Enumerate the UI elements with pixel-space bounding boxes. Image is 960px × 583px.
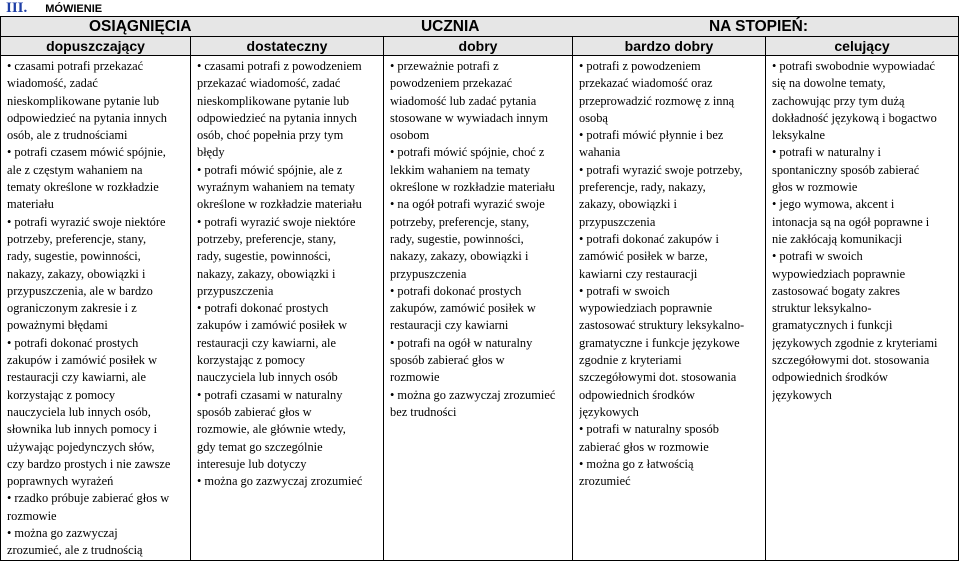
criteria-line: językowych	[772, 387, 832, 402]
requirements-table	[0, 16, 959, 561]
criteria-line: wyraźnym wahaniem na tematy	[197, 180, 355, 195]
criteria-line: odpowiednich środków	[579, 387, 695, 402]
criteria-line: ograniczonym zakresie i z	[7, 301, 137, 316]
criteria-line: bez trudności	[390, 404, 457, 419]
criteria-line: wiadomość, zadać	[7, 76, 98, 91]
criteria-line: zachowując przy tym dużą	[772, 93, 905, 108]
criteria-line: osobom	[390, 128, 430, 143]
criteria-line: odpowiedzieć na pytania innych	[197, 110, 357, 125]
criteria-line: rozmowie	[7, 508, 57, 523]
criteria-line: gramatyczne i funkcje językowe	[579, 335, 740, 350]
criteria-line: szczegółowymi dot. stosowania	[579, 370, 737, 385]
criteria-line: błędy	[197, 145, 225, 160]
criteria-line: • można go zazwyczaj zrozumieć	[197, 474, 363, 489]
criteria-line: restauracji czy kawiarni, ale	[197, 335, 336, 350]
criteria-line: • potrafi dokonać prostych	[197, 301, 329, 316]
criteria-line: • potrafi z powodzeniem	[579, 59, 701, 73]
criteria-line: rozmowie	[390, 370, 440, 385]
criteria-line: • potrafi dokonać prostych	[390, 283, 522, 298]
criteria-line: zamówić posiłek w barze,	[579, 249, 708, 264]
criteria-line: restauracji czy kawiarni	[390, 318, 509, 333]
criteria-line: • potrafi dokonać zakupów i	[579, 231, 719, 246]
criteria-line: przypuszczenia	[390, 266, 467, 281]
criteria-line: • potrafi mówić spójnie, ale z	[197, 162, 343, 177]
criteria-line: językowych zgodnie z kryteriami	[772, 335, 938, 350]
criteria-line: wahania	[579, 145, 621, 160]
criteria-line: określone w rozkładzie materiału	[390, 180, 555, 195]
criteria-line: powodzeniem przekazać	[390, 76, 513, 91]
criteria-line: przypuszczenia, ale w bardzo	[7, 283, 153, 298]
criteria-line: przeprowadzić rozmowę z inną	[579, 93, 735, 108]
criteria-line: nakazy, zakazy, obowiązki i	[197, 266, 336, 281]
criteria-line: ale z częstym wahaniem na	[7, 162, 143, 177]
grade-header-dopuszczajacy: dopuszczający	[1, 37, 191, 56]
criteria-line: nauczyciela lub innych osób,	[7, 404, 151, 419]
criteria-line: spontaniczny sposób zabierać	[772, 162, 920, 177]
criteria-line: nauczyciela lub innych osób	[197, 370, 338, 385]
criteria-line: wypowiedziach poprawnie	[772, 266, 906, 281]
criteria-line: zrozumieć, ale z trudnością	[7, 543, 143, 558]
criteria-line: intonacja są na ogół poprawne i	[772, 214, 930, 229]
criteria-line: przypuszczenia	[197, 283, 274, 298]
grade-header-dostateczny: dostateczny	[191, 37, 384, 56]
criteria-line: • potrafi w naturalny i	[772, 145, 881, 160]
criteria-line: wiadomość lub zadać pytania	[390, 93, 537, 108]
criteria-line: zastosować bogaty zakres	[772, 283, 900, 298]
banner-row	[1, 17, 959, 37]
criteria-line: • potrafi mówić spójnie, choć z	[390, 145, 545, 160]
criteria-bardzo-dobry	[573, 56, 766, 561]
criteria-line: • potrafi swobodnie wypowiadać	[772, 59, 935, 73]
criteria-line: • potrafi czasami w naturalny	[197, 387, 343, 402]
criteria-line: • czasami potrafi przekazać	[7, 59, 144, 73]
criteria-line: • można go zazwyczaj zrozumieć	[390, 387, 556, 402]
criteria-line: dokładność językową i bogactwo	[772, 110, 937, 125]
criteria-line: • potrafi wyrazić swoje potrzeby,	[579, 162, 743, 177]
grade-header-row	[1, 37, 959, 56]
criteria-dobry	[384, 56, 573, 561]
criteria-line: językowych	[579, 404, 639, 419]
criteria-line: zakupów i zamówić posiłek w	[7, 353, 158, 368]
criteria-line: • na ogół potrafi wyrazić swoje	[390, 197, 545, 212]
criteria-line: tematy określone w rozkładzie	[7, 180, 159, 195]
criteria-line: zabierać głos w rozmowie	[579, 439, 709, 454]
criteria-line: odpowiednich środków	[772, 370, 888, 385]
criteria-line: kawiarni czy restauracji	[579, 266, 698, 281]
criteria-dopuszczajacy	[1, 56, 191, 561]
criteria-line: • potrafi dokonać prostych	[7, 335, 139, 350]
criteria-line: poważnymi błędami	[7, 318, 108, 333]
table-banner	[1, 17, 959, 37]
section-number: III.	[6, 0, 28, 16]
criteria-line: używając pojedynczych słów,	[7, 439, 155, 454]
criteria-line: • potrafi mówić płynnie i bez	[579, 128, 724, 143]
criteria-line: • rzadko próbuje zabierać głos w	[7, 491, 170, 506]
criteria-line: zrozumieć	[579, 474, 631, 489]
criteria-line: nakazy, zakazy, obowiązki i	[7, 266, 146, 281]
criteria-line: sposób zabierać głos w	[197, 404, 312, 419]
criteria-row	[1, 56, 959, 561]
criteria-line: zgodnie z kryteriami	[579, 353, 682, 368]
criteria-line: lekkim wahaniem na tematy	[390, 162, 531, 177]
criteria-line: nie zakłócają komunikacji	[772, 231, 903, 246]
criteria-line: poprawnych wyrażeń	[7, 474, 114, 489]
criteria-line: szczegółowymi dot. stosowania	[772, 353, 930, 368]
criteria-line: zakazy, obowiązki i	[579, 197, 677, 212]
criteria-line: osobą	[579, 110, 608, 125]
criteria-line: struktur leksykalno-	[772, 301, 872, 316]
criteria-line: przypuszczenia	[579, 214, 656, 229]
criteria-celujacy	[766, 56, 959, 561]
criteria-line: • można go zazwyczaj	[7, 526, 118, 541]
criteria-line: rady, sugestie, powinności,	[197, 249, 331, 264]
criteria-line: zakupów, zamówić posiłek w	[390, 301, 536, 316]
criteria-line: zastosować struktury leksykalno-	[579, 318, 745, 333]
criteria-line: korzystając z pomocy	[197, 353, 306, 368]
criteria-line: określone w rozkładzie materiału	[197, 197, 362, 212]
criteria-line: rady, sugestie, powinności,	[7, 249, 141, 264]
criteria-line: nieskomplikowane pytanie lub	[7, 93, 160, 108]
criteria-line: • potrafi czasem mówić spójnie,	[7, 145, 166, 160]
grade-header-celujacy: celujący	[766, 37, 959, 56]
criteria-line: słownika lub innych pomocy i	[7, 422, 158, 437]
section-heading	[6, 0, 102, 16]
criteria-line: potrzeby, preferencje, stany,	[197, 231, 337, 246]
criteria-line: preferencje, rady, nakazy,	[579, 180, 706, 195]
banner-achievements: OSIĄGNIĘCIA	[89, 18, 192, 35]
criteria-line: • potrafi wyrazić swoje niektóre	[197, 214, 356, 229]
criteria-line: przekazać wiadomość, zadać	[197, 76, 341, 91]
criteria-line: • czasami potrafi z powodzeniem	[197, 59, 362, 73]
criteria-line: nieskomplikowane pytanie lub	[197, 93, 350, 108]
criteria-line: korzystając z pomocy	[7, 387, 116, 402]
criteria-line: • jego wymowa, akcent i	[772, 197, 895, 212]
criteria-line: • przeważnie potrafi z	[390, 59, 499, 73]
criteria-line: się na dowolne tematy,	[772, 76, 886, 91]
criteria-line: głos w rozmowie	[772, 180, 858, 195]
criteria-line: odpowiedzieć na pytania innych	[7, 110, 167, 125]
criteria-line: materiału	[7, 197, 54, 212]
section-title: MÓWIENIE	[45, 3, 103, 15]
grade-header-bardzo-dobry: bardzo dobry	[573, 37, 766, 56]
criteria-line: przekazać wiadomość oraz	[579, 76, 713, 91]
criteria-line: • potrafi w swoich	[579, 283, 670, 298]
criteria-line: gramatycznych i funkcji	[772, 318, 893, 333]
criteria-line: stosowane w wywiadach innym	[390, 110, 548, 125]
criteria-line: rozmowie, ale głównie wtedy,	[197, 422, 346, 437]
criteria-line: potrzeby, preferencje, stany,	[390, 214, 530, 229]
banner-at-level: NA STOPIEŃ:	[708, 18, 809, 35]
criteria-line: • potrafi w swoich	[772, 249, 863, 264]
criteria-dostateczny	[191, 56, 384, 561]
criteria-line: • potrafi w naturalny sposób	[579, 422, 719, 437]
criteria-line: potrzeby, preferencje, stany,	[7, 231, 147, 246]
criteria-line: gdy temat go szczególnie	[197, 439, 323, 454]
criteria-line: interesuje lub dotyczy	[197, 456, 307, 471]
criteria-line: nakazy, zakazy, obowiązki i	[390, 249, 529, 264]
criteria-line: wypowiedziach poprawnie	[579, 301, 713, 316]
criteria-line: restauracji czy kawiarni, ale	[7, 370, 146, 385]
criteria-line: • potrafi wyrazić swoje niektóre	[7, 214, 166, 229]
criteria-line: rady, sugestie, powinności,	[390, 231, 524, 246]
criteria-line: czy bardzo prostych i nie zawsze	[7, 456, 171, 471]
banner-student: UCZNIA	[420, 18, 480, 35]
criteria-line: • potrafi na ogół w naturalny	[390, 335, 533, 350]
criteria-line: zakupów i zamówić posiłek w	[197, 318, 348, 333]
criteria-line: • można go z łatwością	[579, 456, 694, 471]
grade-header-dobry: dobry	[384, 37, 573, 56]
criteria-line: sposób zabierać głos w	[390, 353, 505, 368]
criteria-line: leksykalne	[772, 128, 825, 143]
criteria-line: osób, ale z trudnościami	[7, 128, 128, 143]
criteria-line: osób, choć popełnia przy tym	[197, 128, 344, 143]
